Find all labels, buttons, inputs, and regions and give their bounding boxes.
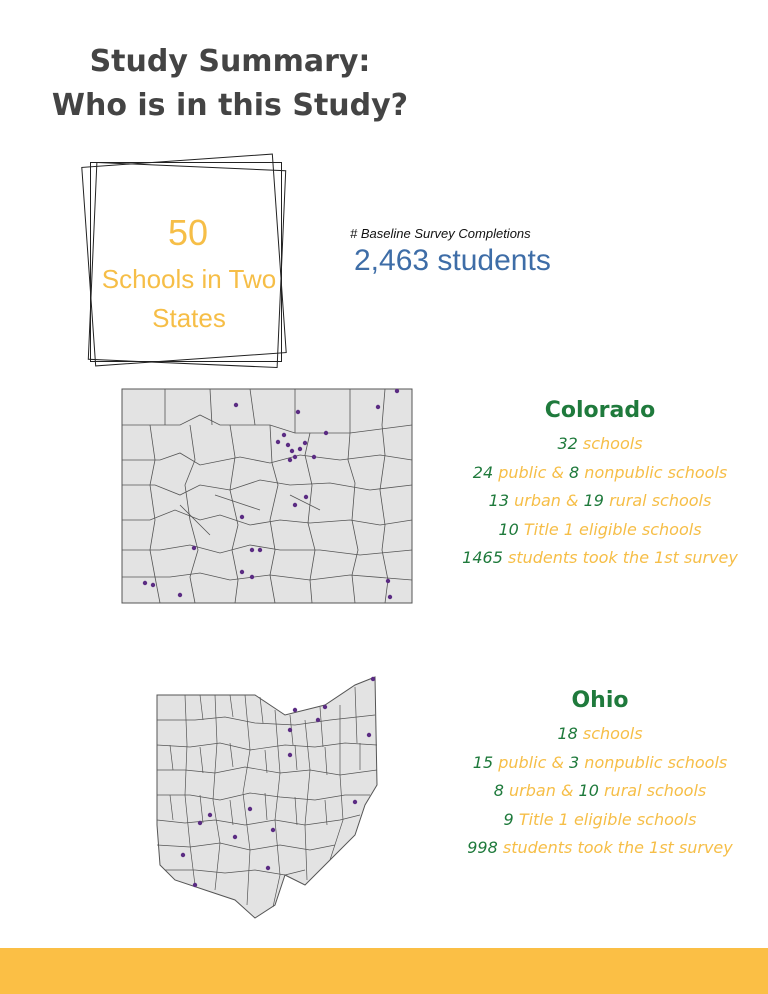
colorado-students-count: 1465 [462, 548, 503, 567]
ohio-public-line [440, 749, 760, 778]
colorado-schools-count: 32 [557, 434, 578, 453]
ohio-title1-count: 9 [503, 809, 514, 829]
ohio-schools-suffix: schools [582, 724, 643, 743]
ohio-county-map [155, 675, 380, 920]
colorado-stats [440, 396, 760, 573]
schools-total-count: 50 [167, 212, 209, 253]
ohio-students-line [440, 834, 760, 863]
ohio-stats [440, 686, 760, 863]
survey-caption: # Baseline Survey Completions [350, 226, 531, 241]
ohio-urban-text: urban & [509, 781, 574, 800]
ohio-rural-text: rural schools [603, 781, 707, 800]
colorado-title1-count: 10 [498, 519, 519, 539]
colorado-public-count: 24 [472, 462, 494, 482]
ohio-students-count: 998 [467, 838, 498, 857]
footer-bar [0, 948, 768, 994]
colorado-students-text: students took the 1st survey [507, 548, 738, 567]
colorado-county-map [120, 385, 415, 607]
colorado-urban-count: 13 [488, 491, 510, 510]
colorado-nonpublic-count: 8 [569, 462, 580, 482]
ohio-title1-line [440, 806, 760, 835]
ohio-urban-line [440, 777, 760, 806]
ohio-public-count: 15 [472, 752, 494, 772]
colorado-urban-line [440, 487, 760, 516]
ohio-schools-count: 18 [557, 724, 578, 743]
colorado-schools-suffix: schools [582, 434, 643, 453]
schools-total-label: Schools in Two States [101, 264, 277, 333]
survey-value: 2,463 students [354, 244, 551, 277]
colorado-rural-text: rural schools [609, 491, 712, 510]
ohio-schools-line [440, 720, 760, 749]
ohio-heading: Ohio [571, 688, 629, 713]
page-title-line1: Study Summary: [89, 44, 371, 79]
colorado-urban-text: urban & [514, 491, 579, 510]
ohio-nonpublic-count: 3 [569, 752, 580, 772]
ohio-rural-count: 10 [578, 781, 599, 800]
colorado-public-text: public & [498, 462, 564, 482]
ohio-nonpublic-text: nonpublic schools [584, 752, 728, 772]
ohio-urban-count: 8 [493, 781, 504, 800]
colorado-heading: Colorado [544, 398, 656, 423]
colorado-nonpublic-text: nonpublic schools [584, 462, 728, 482]
colorado-title1-text: Title 1 eligible schools [523, 519, 702, 539]
colorado-schools-line [440, 430, 760, 459]
ohio-students-text: students took the 1st survey [502, 838, 733, 857]
ohio-public-text: public & [498, 752, 564, 772]
colorado-rural-count: 19 [583, 491, 604, 510]
colorado-public-line [440, 459, 760, 488]
ohio-title1-text: Title 1 eligible schools [518, 809, 697, 829]
page-title-line2: Who is in this Study? [51, 88, 409, 123]
colorado-title1-line [440, 516, 760, 545]
colorado-students-line [440, 544, 760, 573]
